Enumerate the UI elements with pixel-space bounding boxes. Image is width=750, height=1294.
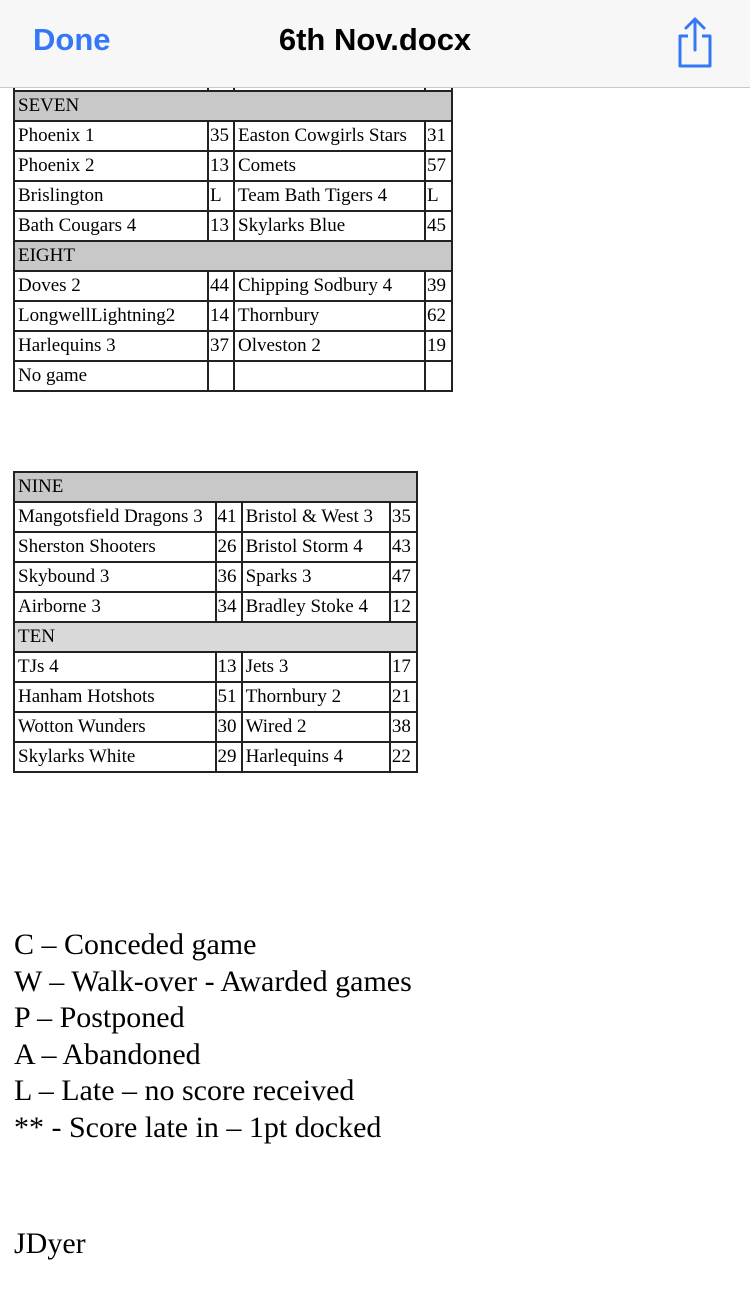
away-score: 38 — [390, 712, 417, 742]
document-title: 6th Nov.docx — [278, 22, 472, 57]
home-team: LongwellLightning2 — [14, 301, 208, 331]
home-team: Sherston Shooters — [14, 532, 216, 562]
away-team: Team Bath Tigers 4 — [234, 181, 425, 211]
away-score: 45 — [425, 211, 452, 241]
away-score: 21 — [390, 682, 417, 712]
away-team: Jets 3 — [242, 652, 390, 682]
home-team: TJs 4 — [14, 652, 216, 682]
away-team: Wired 2 — [242, 712, 390, 742]
home-team: Skylarks White — [14, 742, 216, 772]
away-team: Bradley Stoke 4 — [242, 592, 390, 622]
away-score: 47 — [390, 562, 417, 592]
away-score: 31 — [425, 121, 452, 151]
results-table-nine-ten — [13, 471, 418, 773]
away-team: Bristol Storm 4 — [242, 532, 390, 562]
legend-item: A – Abandoned — [14, 1037, 201, 1071]
away-team: Thornbury 2 — [242, 682, 390, 712]
table-row — [14, 682, 417, 712]
table-row — [14, 121, 452, 151]
legend-item: ** - Score late in – 1pt docked — [14, 1110, 382, 1144]
home-score — [208, 361, 234, 391]
home-score: 37 — [208, 331, 234, 361]
section-header: TEN — [14, 622, 417, 652]
results-table-seven-eight — [13, 84, 453, 392]
away-score: L — [425, 181, 452, 211]
signature-text: JDyer — [14, 1227, 86, 1260]
away-team: Thornbury — [234, 301, 425, 331]
away-team: Easton Cowgirls Stars — [234, 121, 425, 151]
away-score: 57 — [425, 151, 452, 181]
away-score: 62 — [425, 301, 452, 331]
legend-item: C – Conceded game — [14, 928, 257, 961]
table-row — [14, 712, 417, 742]
home-score: 29 — [216, 742, 242, 772]
away-score: 17 — [390, 652, 417, 682]
away-team: Olveston 2 — [234, 331, 425, 361]
away-team: Sparks 3 — [242, 562, 390, 592]
table-row — [14, 211, 452, 241]
document-content — [0, 88, 750, 1294]
away-team: Comets — [234, 151, 425, 181]
done-button[interactable]: Done — [33, 22, 111, 57]
table-row — [14, 361, 452, 391]
navigation-bar — [0, 0, 750, 88]
home-team: No game — [14, 361, 208, 391]
table-row — [14, 271, 452, 301]
table-row — [14, 742, 417, 772]
home-score: 30 — [216, 712, 242, 742]
table-row — [14, 652, 417, 682]
home-score: 34 — [216, 592, 242, 622]
home-team: Doves 2 — [14, 271, 208, 301]
home-team: Bath Cougars 4 — [14, 211, 208, 241]
away-score — [425, 361, 452, 391]
home-score: 36 — [216, 562, 242, 592]
home-team: Phoenix 1 — [14, 121, 208, 151]
home-score: 35 — [208, 121, 234, 151]
table-row — [14, 181, 452, 211]
away-score: 12 — [390, 592, 417, 622]
home-team: Airborne 3 — [14, 592, 216, 622]
home-team: Harlequins 3 — [14, 331, 208, 361]
home-team: Mangotsfield Dragons 3 — [14, 502, 216, 532]
home-score: 14 — [208, 301, 234, 331]
home-score: 26 — [216, 532, 242, 562]
legend — [14, 927, 412, 1147]
home-score: 41 — [216, 502, 242, 532]
section-header: SEVEN — [14, 91, 452, 121]
away-team: Harlequins 4 — [242, 742, 390, 772]
home-score: 13 — [208, 211, 234, 241]
away-score: 35 — [390, 502, 417, 532]
away-score: 22 — [390, 742, 417, 772]
legend-item: L – Late – no score received — [14, 1074, 355, 1108]
home-team: Skybound 3 — [14, 562, 216, 592]
home-team: Wotton Wunders — [14, 712, 216, 742]
away-team: Bristol & West 3 — [242, 502, 390, 532]
table-row — [14, 502, 417, 532]
home-score: L — [208, 181, 234, 211]
home-score: 13 — [216, 652, 242, 682]
legend-item: W – Walk-over - Awarded games — [14, 964, 412, 998]
legend-item: P – Postponed — [14, 1001, 185, 1035]
home-team: Hanham Hotshots — [14, 682, 216, 712]
table-row — [14, 151, 452, 181]
table-row — [14, 562, 417, 592]
home-team: Phoenix 2 — [14, 151, 208, 181]
table-row — [14, 331, 452, 361]
away-team: Chipping Sodbury 4 — [234, 271, 425, 301]
away-team — [234, 361, 425, 391]
away-score: 19 — [425, 331, 452, 361]
section-header: NINE — [14, 472, 417, 502]
share-icon[interactable] — [672, 14, 718, 70]
section-header: EIGHT — [14, 241, 452, 271]
home-score: 51 — [216, 682, 242, 712]
table-row — [14, 532, 417, 562]
away-score: 43 — [390, 532, 417, 562]
home-score: 13 — [208, 151, 234, 181]
away-score: 39 — [425, 271, 452, 301]
away-team: Skylarks Blue — [234, 211, 425, 241]
home-team: Brislington — [14, 181, 208, 211]
table-row — [14, 301, 452, 331]
table-row — [14, 592, 417, 622]
home-score: 44 — [208, 271, 234, 301]
